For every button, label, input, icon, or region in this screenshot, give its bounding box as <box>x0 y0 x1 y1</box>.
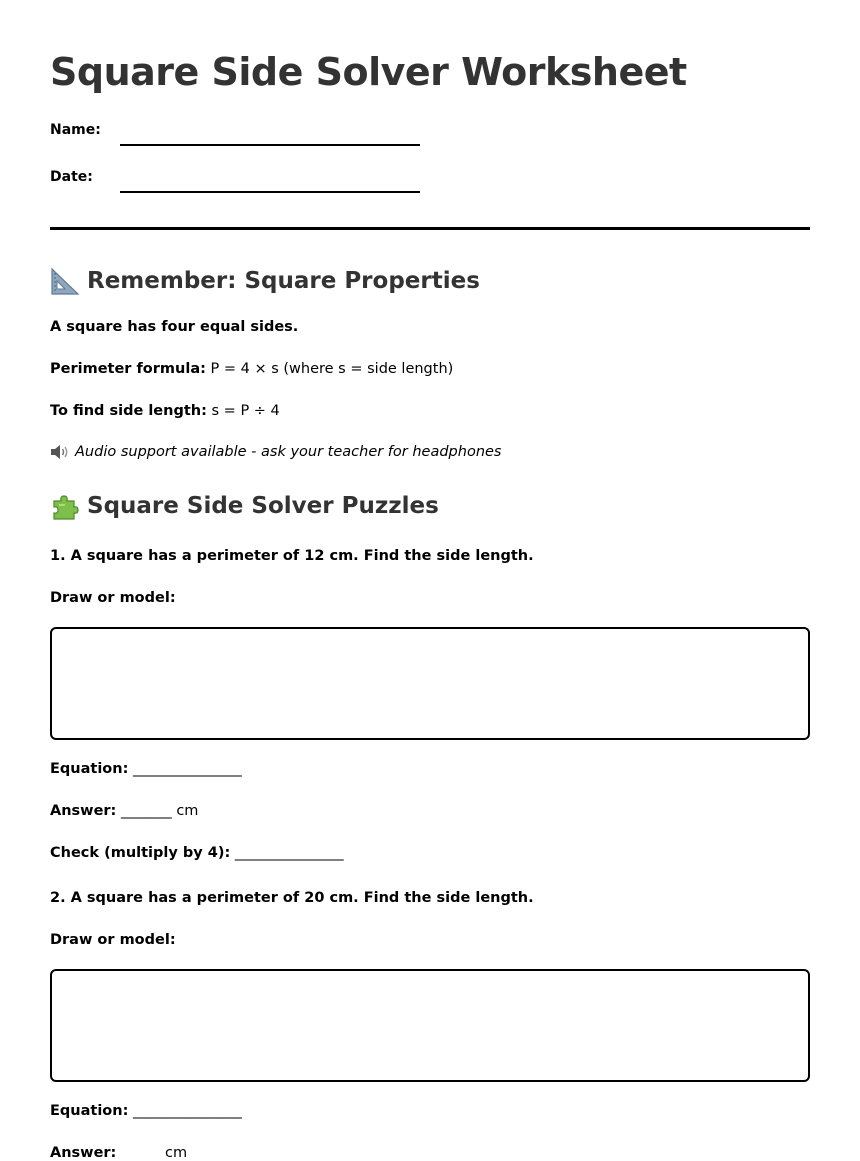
puzzle-1-check <box>50 845 344 861</box>
date-field <box>50 169 470 199</box>
puzzle-1-equation-label: Equation: <box>50 761 129 777</box>
puzzle-1-equation-blank[interactable]: _______________ <box>128 761 242 777</box>
perimeter-formula-text: P = 4 × s (where s = side length) <box>205 361 454 377</box>
puzzle-2-draw-label: Draw or model: <box>50 932 176 948</box>
puzzle-piece-icon <box>50 491 80 521</box>
date-write-line <box>120 191 420 193</box>
perimeter-formula <box>50 361 453 377</box>
side-length-label: To find side length: <box>50 403 207 419</box>
audio-note <box>50 444 501 460</box>
puzzle-1-answer <box>50 803 198 819</box>
name-label: Name: <box>50 122 101 138</box>
puzzle-2-drawing-box[interactable] <box>50 969 810 1082</box>
puzzle-2-question: 2. A square has a perimeter of 20 cm. Find the side length. <box>50 890 534 906</box>
puzzle-2-equation-label: Equation: <box>50 1103 129 1119</box>
puzzle-2-equation-blank[interactable]: _______________ <box>128 1103 242 1119</box>
side-length-text: s = P ÷ 4 <box>206 403 280 419</box>
triangle-ruler-icon <box>50 266 80 296</box>
audio-note-text: Audio support available - ask your teacher for headphones <box>75 444 502 460</box>
puzzle-1-question: 1. A square has a perimeter of 12 cm. Find the side length. <box>50 548 534 564</box>
puzzle-1-draw-label: Draw or model: <box>50 590 176 606</box>
puzzle-1-check-label: Check (multiply by 4): <box>50 845 231 861</box>
puzzle-1-answer-label: Answer: <box>50 803 117 819</box>
puzzle-1-answer-blank[interactable]: _______ cm <box>116 803 199 819</box>
page-title: Square Side Solver Worksheet <box>50 50 687 94</box>
puzzle-1-check-blank[interactable]: _______________ <box>230 845 344 861</box>
perimeter-formula-label: Perimeter formula: <box>50 361 206 377</box>
puzzle-2-answer-blank[interactable]: cm <box>160 1145 188 1161</box>
puzzles-heading <box>50 491 439 521</box>
puzzle-2-answer <box>50 1145 187 1161</box>
date-label: Date: <box>50 169 93 185</box>
puzzle-1-equation <box>50 761 242 777</box>
name-field <box>50 122 470 152</box>
puzzle-1-drawing-box[interactable] <box>50 627 810 740</box>
name-write-line <box>120 144 420 146</box>
puzzle-2-answer-label: Answer: <box>50 1145 117 1161</box>
speaker-icon <box>50 444 70 460</box>
puzzles-heading-text: Square Side Solver Puzzles <box>87 493 439 519</box>
puzzle-2-equation <box>50 1103 242 1119</box>
square-fact: A square has four equal sides. <box>50 319 299 335</box>
properties-heading <box>50 266 480 296</box>
side-length-formula <box>50 403 280 419</box>
properties-heading-text: Remember: Square Properties <box>87 268 480 294</box>
header-divider <box>50 227 810 230</box>
